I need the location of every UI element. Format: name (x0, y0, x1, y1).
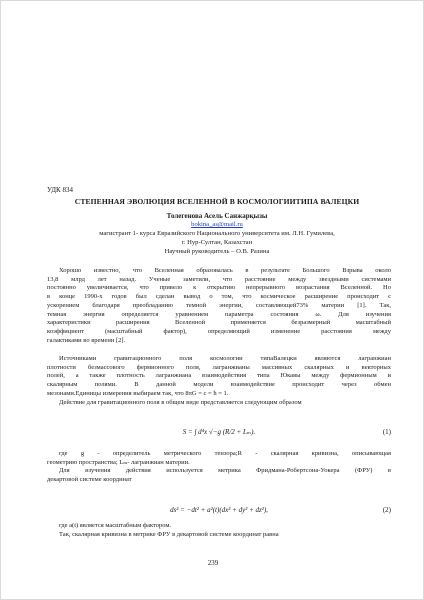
equation-number: (2) (382, 506, 391, 514)
paragraph-line: Действие для гравитационного поля в общем виде представляется следующим образом (59, 398, 302, 406)
equation-expression: S = ∫ d⁴x √−g (R/2 + Lₘ). (182, 428, 256, 436)
article-title: СТЕПЕННАЯ ЭВОЛЮЦИЯ ВСЕЛЕННОЙ В КОСМОЛОГИИТИПА ВАЛЕЦКИ (74, 197, 360, 206)
affiliation-line: магистрант 1- курса Евразийского Национального университета им. Л.Н. Гумилева, (99, 230, 335, 237)
equation-number: (1) (382, 428, 391, 436)
paragraph-line: темная энергия определяется уравнением параметра состояния ω. Для изучения (47, 310, 391, 318)
paragraph-line: 13,8 млрд лет назад. Ученые заметили, что расстояние между звездными системами (47, 275, 391, 283)
paragraph-line: галактиками во времени [2]. (47, 336, 126, 344)
paragraph-line: Источниками гравитационного поля космологии типаВалецки являются лагранжиан (59, 355, 391, 362)
paragraph-line: коэффициент (масштабный фактор), определяющий изменение расстояния между (47, 327, 391, 335)
paragraph-line: декартовой системе координат (47, 476, 132, 484)
author-email-link[interactable]: bokina_as@mail.ru (191, 221, 243, 228)
author-name: Толегенова Асель Санжарқызы (166, 212, 268, 220)
scale-factor-paragraph (47, 522, 391, 539)
affiliation-line: г. Нур-Султан, Казахстан (181, 239, 253, 246)
intro-paragraph (47, 267, 391, 345)
paragraph-line: мезонами.Единицы измерения выбираем так, что 8πG = c = ħ = 1. (47, 389, 229, 397)
page-number: 239 (207, 559, 219, 567)
udk-code: УДК 834 (47, 186, 73, 194)
paragraph-line: ускорением благодаря преобладанию темной энергии, составляющей73% материи [1]. Так, (47, 301, 391, 309)
paragraph-line: плотности безмассового фермионного поля, лагранжианы массивных скалярных и векторных (47, 363, 391, 371)
paragraph-line: Так, скалярная кривизна в метрике ФРУ в декартовой системе координат равна (59, 530, 279, 538)
metric-paragraph (47, 450, 391, 485)
supervisor-line: Научный руководитель – О.В. Разина (164, 248, 270, 255)
paragraph-line: в конце 1990-х годов был сделан вывод о том, что космическое расширение происходит с (47, 293, 391, 301)
paragraph-line: полей, а также плотность лагранжиана взаимодействия типа Юкавы между фермионным и (47, 372, 391, 380)
paragraph-line: Для изучения действия используется метрика Фридмана-Робертсона-Уокера (ФРУ) в (59, 467, 391, 475)
paragraph-line: Хорошо известно, что Вселенная образовалась в результате Большого Взрыва около (59, 267, 391, 274)
paragraph-line: скалярным полями. В данной модели взаимодействие происходит через обмен (47, 381, 391, 389)
paragraph-line: характеристики расширения Вселенной применяется безразмерный масштабный (47, 319, 391, 327)
paragraph-line: где a(t) является масштабным фактором. (59, 522, 172, 529)
paragraph-line: где g - определитель метрического тензора;R - скалярная кривизна, описывающая (59, 450, 391, 457)
equation-expression: ds² = −dt² + a²(t)(dx² + dy² + dz²), (170, 506, 268, 514)
paragraph-line: геометрию пространства; Lₘ- лагранжиан материи. (47, 458, 190, 466)
paragraph-line: постоянно увеличивается, что привело к открытию непрерывного возрастания Вселенной. Но (47, 284, 391, 292)
sources-paragraph (47, 355, 391, 407)
